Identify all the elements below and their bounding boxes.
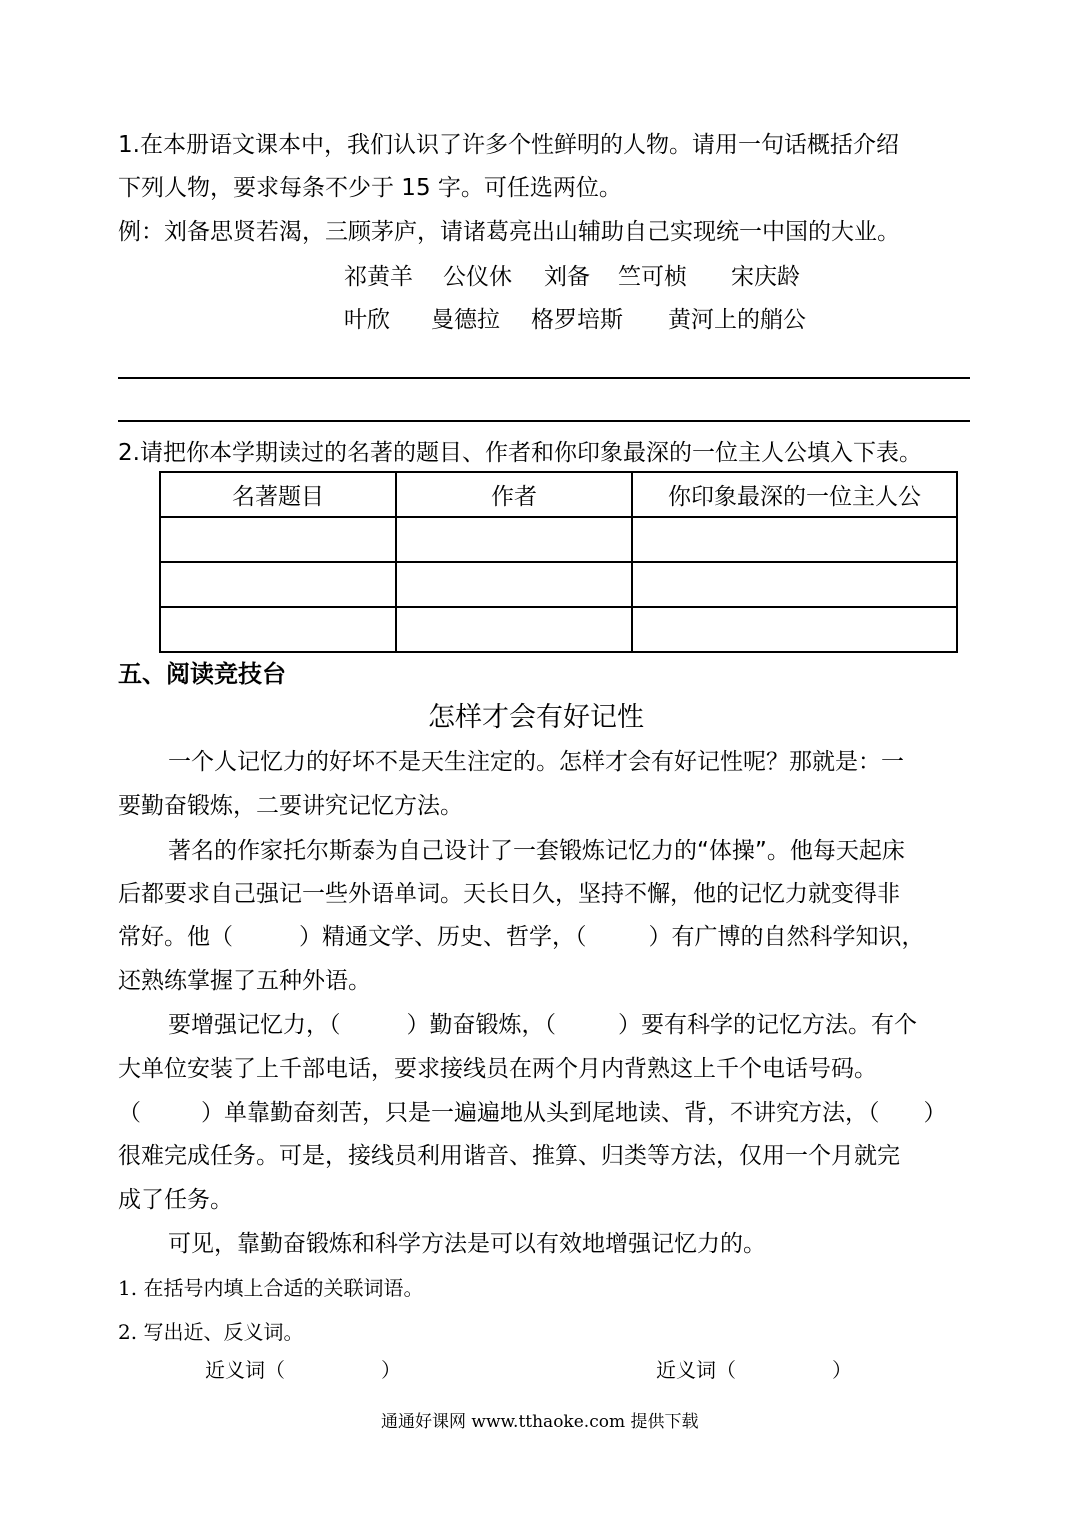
q2-prompt: 2.请把你本学期读过的名著的题目、作者和你印象最深的一位主人公填入下表。 — [118, 440, 922, 466]
p2-line1: 著名的作家托尔斯泰为自己设计了一套锻炼记忆力的“体操”。他每天起床 — [168, 838, 905, 864]
q1-example: 例：刘备思贤若渴，三顾茅庐，请诸葛亮出山辅助自己实现统一中国的大业。 — [118, 219, 900, 245]
table-cell[interactable] — [632, 517, 957, 562]
question-2: 2. 写出近、反义词。 — [118, 1320, 304, 1344]
table-cell[interactable] — [396, 607, 632, 652]
p3-line3 — [118, 1098, 947, 1128]
p3-line1 — [168, 1010, 917, 1040]
table-cell[interactable] — [396, 562, 632, 607]
table-row — [160, 517, 957, 562]
name-songqingling: 宋庆龄 — [731, 264, 800, 290]
synonym-1-label: 近义词（ — [205, 1358, 285, 1382]
p2-line2: 后都要求自己强记一些外语单词。天长日久，坚持不懈，他的记忆力就变得非 — [118, 881, 900, 907]
article-title: 怎样才会有好记性 — [428, 702, 644, 733]
table-row — [160, 562, 957, 607]
table-cell[interactable] — [160, 607, 396, 652]
p3-line1-b: ）勤奋锻炼，（ — [406, 1012, 556, 1038]
p1-line2: 要勤奋锻炼，二要讲究记忆方法。 — [118, 793, 463, 819]
synonym-2-close: ） — [832, 1358, 852, 1382]
p1-line1: 一个人记忆力的好坏不是天生注定的。怎样才会有好记性呢？那就是：一 — [168, 749, 904, 775]
table-header-row — [160, 472, 957, 517]
synonym-1 — [205, 1356, 401, 1384]
name-shaogong: 黄河上的艄公 — [668, 307, 806, 333]
p2-line4: 还熟练掌握了五种外语。 — [118, 968, 371, 994]
header-protagonist: 你印象最深的一位主人公 — [632, 472, 957, 517]
header-book-title: 名著题目 — [160, 472, 396, 517]
header-author: 作者 — [396, 472, 632, 517]
p2-line3-b: ）精通文学、历史、哲学，（ — [299, 924, 587, 950]
p2-line3-c: ）有广博的自然科学知识， — [648, 924, 925, 950]
p3-line4: 很难完成任务。可是，接线员利用谐音、推算、归类等方法，仅用一个月就完 — [118, 1143, 900, 1169]
footer-source: 通通好课网 www.tthaoke.com 提供下载 — [381, 1412, 699, 1432]
table-cell[interactable] — [632, 562, 957, 607]
name-qihuangyang: 祁黄羊 — [344, 264, 413, 290]
p3-line5: 成了任务。 — [118, 1187, 233, 1213]
p3-line1-a: 要增强记忆力，（ — [168, 1012, 341, 1038]
answer-line-2[interactable] — [118, 420, 970, 422]
p2-line3 — [118, 922, 925, 952]
table-cell[interactable] — [160, 517, 396, 562]
books-table — [159, 471, 958, 653]
table-cell[interactable] — [632, 607, 957, 652]
question-1: 1. 在括号内填上合适的关联词语。 — [118, 1276, 424, 1300]
name-liubei: 刘备 — [544, 264, 590, 290]
synonym-1-close: ） — [381, 1358, 401, 1382]
name-gropius: 格罗培斯 — [531, 307, 623, 333]
q1-line1: 1.在本册语文课本中，我们认识了许多个性鲜明的人物。请用一句话概括介绍 — [118, 132, 899, 158]
section-heading: 五、阅读竞技台 — [118, 660, 286, 688]
synonym-2-label: 近义词（ — [656, 1358, 736, 1382]
name-gongyixiu: 公仪休 — [443, 264, 512, 290]
name-mandela: 曼德拉 — [431, 307, 500, 333]
name-zhukezhen: 竺可桢 — [618, 264, 687, 290]
table-cell[interactable] — [396, 517, 632, 562]
table-row — [160, 607, 957, 652]
p4: 可见，靠勤奋锻炼和科学方法是可以有效地增强记忆力的。 — [168, 1231, 766, 1257]
p3-line3-b: ）单靠勤奋刻苦，只是一遍遍地从头到尾地读、背，不讲究方法，（ — [201, 1100, 880, 1126]
p3-line3-c: ） — [923, 1100, 947, 1126]
p2-line3-a: 常好。他（ — [118, 924, 233, 950]
answer-line-1[interactable] — [118, 377, 970, 379]
name-yexin: 叶欣 — [344, 307, 390, 333]
q1-line2: 下列人物，要求每条不少于 15 字。可任选两位。 — [118, 175, 622, 201]
table-cell[interactable] — [160, 562, 396, 607]
p3-line1-c: ）要有科学的记忆方法。有个 — [618, 1012, 917, 1038]
p3-line3-a: （ — [118, 1100, 141, 1126]
p3-line2: 大单位安装了上千部电话，要求接线员在两个月内背熟这上千个电话号码。 — [118, 1056, 877, 1082]
synonym-2 — [656, 1356, 852, 1384]
